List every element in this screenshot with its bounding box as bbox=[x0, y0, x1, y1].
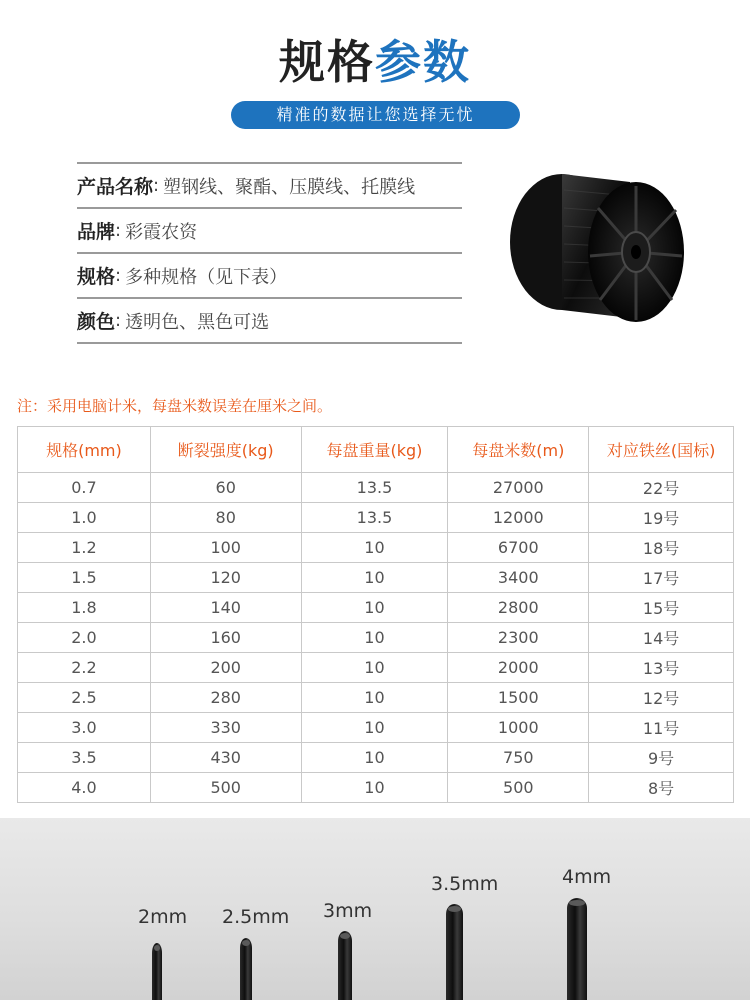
size-label-2mm: 2mm bbox=[138, 906, 188, 928]
table-cell: 2000 bbox=[448, 653, 589, 683]
wire-spool-image bbox=[500, 160, 690, 340]
size-label-3-5mm: 3.5mm bbox=[431, 873, 499, 895]
info-row-name bbox=[77, 162, 462, 207]
info-value: 彩霞农资 bbox=[125, 221, 198, 243]
subtitle-pill: 精准的数据让您选择无忧 bbox=[231, 101, 520, 129]
table-cell: 750 bbox=[448, 743, 589, 773]
info-sep: : bbox=[115, 220, 122, 241]
column-header: 断裂强度(kg) bbox=[150, 427, 301, 473]
info-sep: : bbox=[115, 310, 122, 331]
table-cell: 3.5 bbox=[18, 743, 151, 773]
wire-3mm bbox=[338, 931, 352, 1000]
table-row bbox=[18, 683, 734, 713]
table-row bbox=[18, 653, 734, 683]
table-cell: 11号 bbox=[589, 713, 734, 743]
table-cell: 10 bbox=[301, 623, 448, 653]
info-row-color bbox=[77, 297, 462, 344]
title-part-1: 规格 bbox=[279, 35, 375, 89]
column-header: 规格(mm) bbox=[18, 427, 151, 473]
table-cell: 1.0 bbox=[18, 503, 151, 533]
table-cell: 3400 bbox=[448, 563, 589, 593]
info-key: 颜色 bbox=[77, 311, 116, 333]
table-cell: 22号 bbox=[589, 473, 734, 503]
table-cell: 12000 bbox=[448, 503, 589, 533]
wire-sizes-photo bbox=[0, 818, 750, 1000]
info-sep: : bbox=[153, 175, 160, 196]
table-cell: 17号 bbox=[589, 563, 734, 593]
table-cell: 6700 bbox=[448, 533, 589, 563]
table-cell: 140 bbox=[150, 593, 301, 623]
page-title bbox=[0, 34, 750, 90]
info-row-spec bbox=[77, 252, 462, 297]
table-cell: 10 bbox=[301, 743, 448, 773]
table-cell: 13号 bbox=[589, 653, 734, 683]
table-cell: 10 bbox=[301, 653, 448, 683]
wire-2mm bbox=[152, 943, 162, 1000]
table-cell: 14号 bbox=[589, 623, 734, 653]
column-header: 每盘米数(m) bbox=[448, 427, 589, 473]
table-row bbox=[18, 533, 734, 563]
table-cell: 10 bbox=[301, 593, 448, 623]
table-cell: 4.0 bbox=[18, 773, 151, 803]
size-label-2-5mm: 2.5mm bbox=[222, 906, 290, 928]
table-cell: 60 bbox=[150, 473, 301, 503]
info-sep: : bbox=[115, 265, 122, 286]
table-cell: 10 bbox=[301, 563, 448, 593]
table-cell: 0.7 bbox=[18, 473, 151, 503]
info-value: 多种规格（见下表） bbox=[125, 266, 288, 288]
table-cell: 10 bbox=[301, 533, 448, 563]
table-header-row bbox=[18, 427, 734, 473]
table-cell: 1.2 bbox=[18, 533, 151, 563]
table-cell: 10 bbox=[301, 773, 448, 803]
table-cell: 200 bbox=[150, 653, 301, 683]
wire-4mm bbox=[567, 898, 587, 1000]
table-cell: 18号 bbox=[589, 533, 734, 563]
table-row bbox=[18, 473, 734, 503]
note-text: 注：采用电脑计米，每盘米数误差在厘米之间。 bbox=[17, 397, 333, 415]
table-cell: 500 bbox=[150, 773, 301, 803]
size-label-4mm: 4mm bbox=[562, 866, 612, 888]
table-cell: 27000 bbox=[448, 473, 589, 503]
table-row bbox=[18, 623, 734, 653]
info-key: 产品名称 bbox=[77, 176, 154, 198]
table-cell: 1.5 bbox=[18, 563, 151, 593]
table-row bbox=[18, 713, 734, 743]
table-row bbox=[18, 563, 734, 593]
info-key: 品牌 bbox=[77, 221, 116, 243]
title-part-2: 参数 bbox=[375, 35, 471, 89]
wire-2-5mm bbox=[240, 938, 252, 1000]
info-value: 透明色、黑色可选 bbox=[125, 311, 270, 333]
table-cell: 19号 bbox=[589, 503, 734, 533]
column-header: 对应铁丝(国标) bbox=[589, 427, 734, 473]
info-key: 规格 bbox=[77, 266, 116, 288]
table-cell: 2800 bbox=[448, 593, 589, 623]
table-row bbox=[18, 593, 734, 623]
column-header: 每盘重量(kg) bbox=[301, 427, 448, 473]
table-row bbox=[18, 773, 734, 803]
table-cell: 430 bbox=[150, 743, 301, 773]
product-info bbox=[77, 162, 462, 344]
table-cell: 1000 bbox=[448, 713, 589, 743]
table-cell: 9号 bbox=[589, 743, 734, 773]
table-cell: 2.0 bbox=[18, 623, 151, 653]
table-cell: 1500 bbox=[448, 683, 589, 713]
info-row-brand bbox=[77, 207, 462, 252]
table-cell: 12号 bbox=[589, 683, 734, 713]
table-cell: 13.5 bbox=[301, 473, 448, 503]
table-cell: 100 bbox=[150, 533, 301, 563]
table-cell: 2300 bbox=[448, 623, 589, 653]
spec-table bbox=[17, 426, 734, 803]
table-cell: 3.0 bbox=[18, 713, 151, 743]
table-row bbox=[18, 743, 734, 773]
table-cell: 330 bbox=[150, 713, 301, 743]
table-cell: 120 bbox=[150, 563, 301, 593]
wire-3-5mm bbox=[446, 904, 463, 1000]
table-cell: 500 bbox=[448, 773, 589, 803]
table-cell: 280 bbox=[150, 683, 301, 713]
table-cell: 8号 bbox=[589, 773, 734, 803]
table-cell: 10 bbox=[301, 713, 448, 743]
table-cell: 2.2 bbox=[18, 653, 151, 683]
table-cell: 10 bbox=[301, 683, 448, 713]
size-label-3mm: 3mm bbox=[323, 900, 373, 922]
table-cell: 2.5 bbox=[18, 683, 151, 713]
info-value: 塑钢线、聚酯、压膜线、托膜线 bbox=[163, 176, 416, 198]
table-cell: 1.8 bbox=[18, 593, 151, 623]
table-row bbox=[18, 503, 734, 533]
table-cell: 15号 bbox=[589, 593, 734, 623]
table-cell: 80 bbox=[150, 503, 301, 533]
table-cell: 13.5 bbox=[301, 503, 448, 533]
table-cell: 160 bbox=[150, 623, 301, 653]
